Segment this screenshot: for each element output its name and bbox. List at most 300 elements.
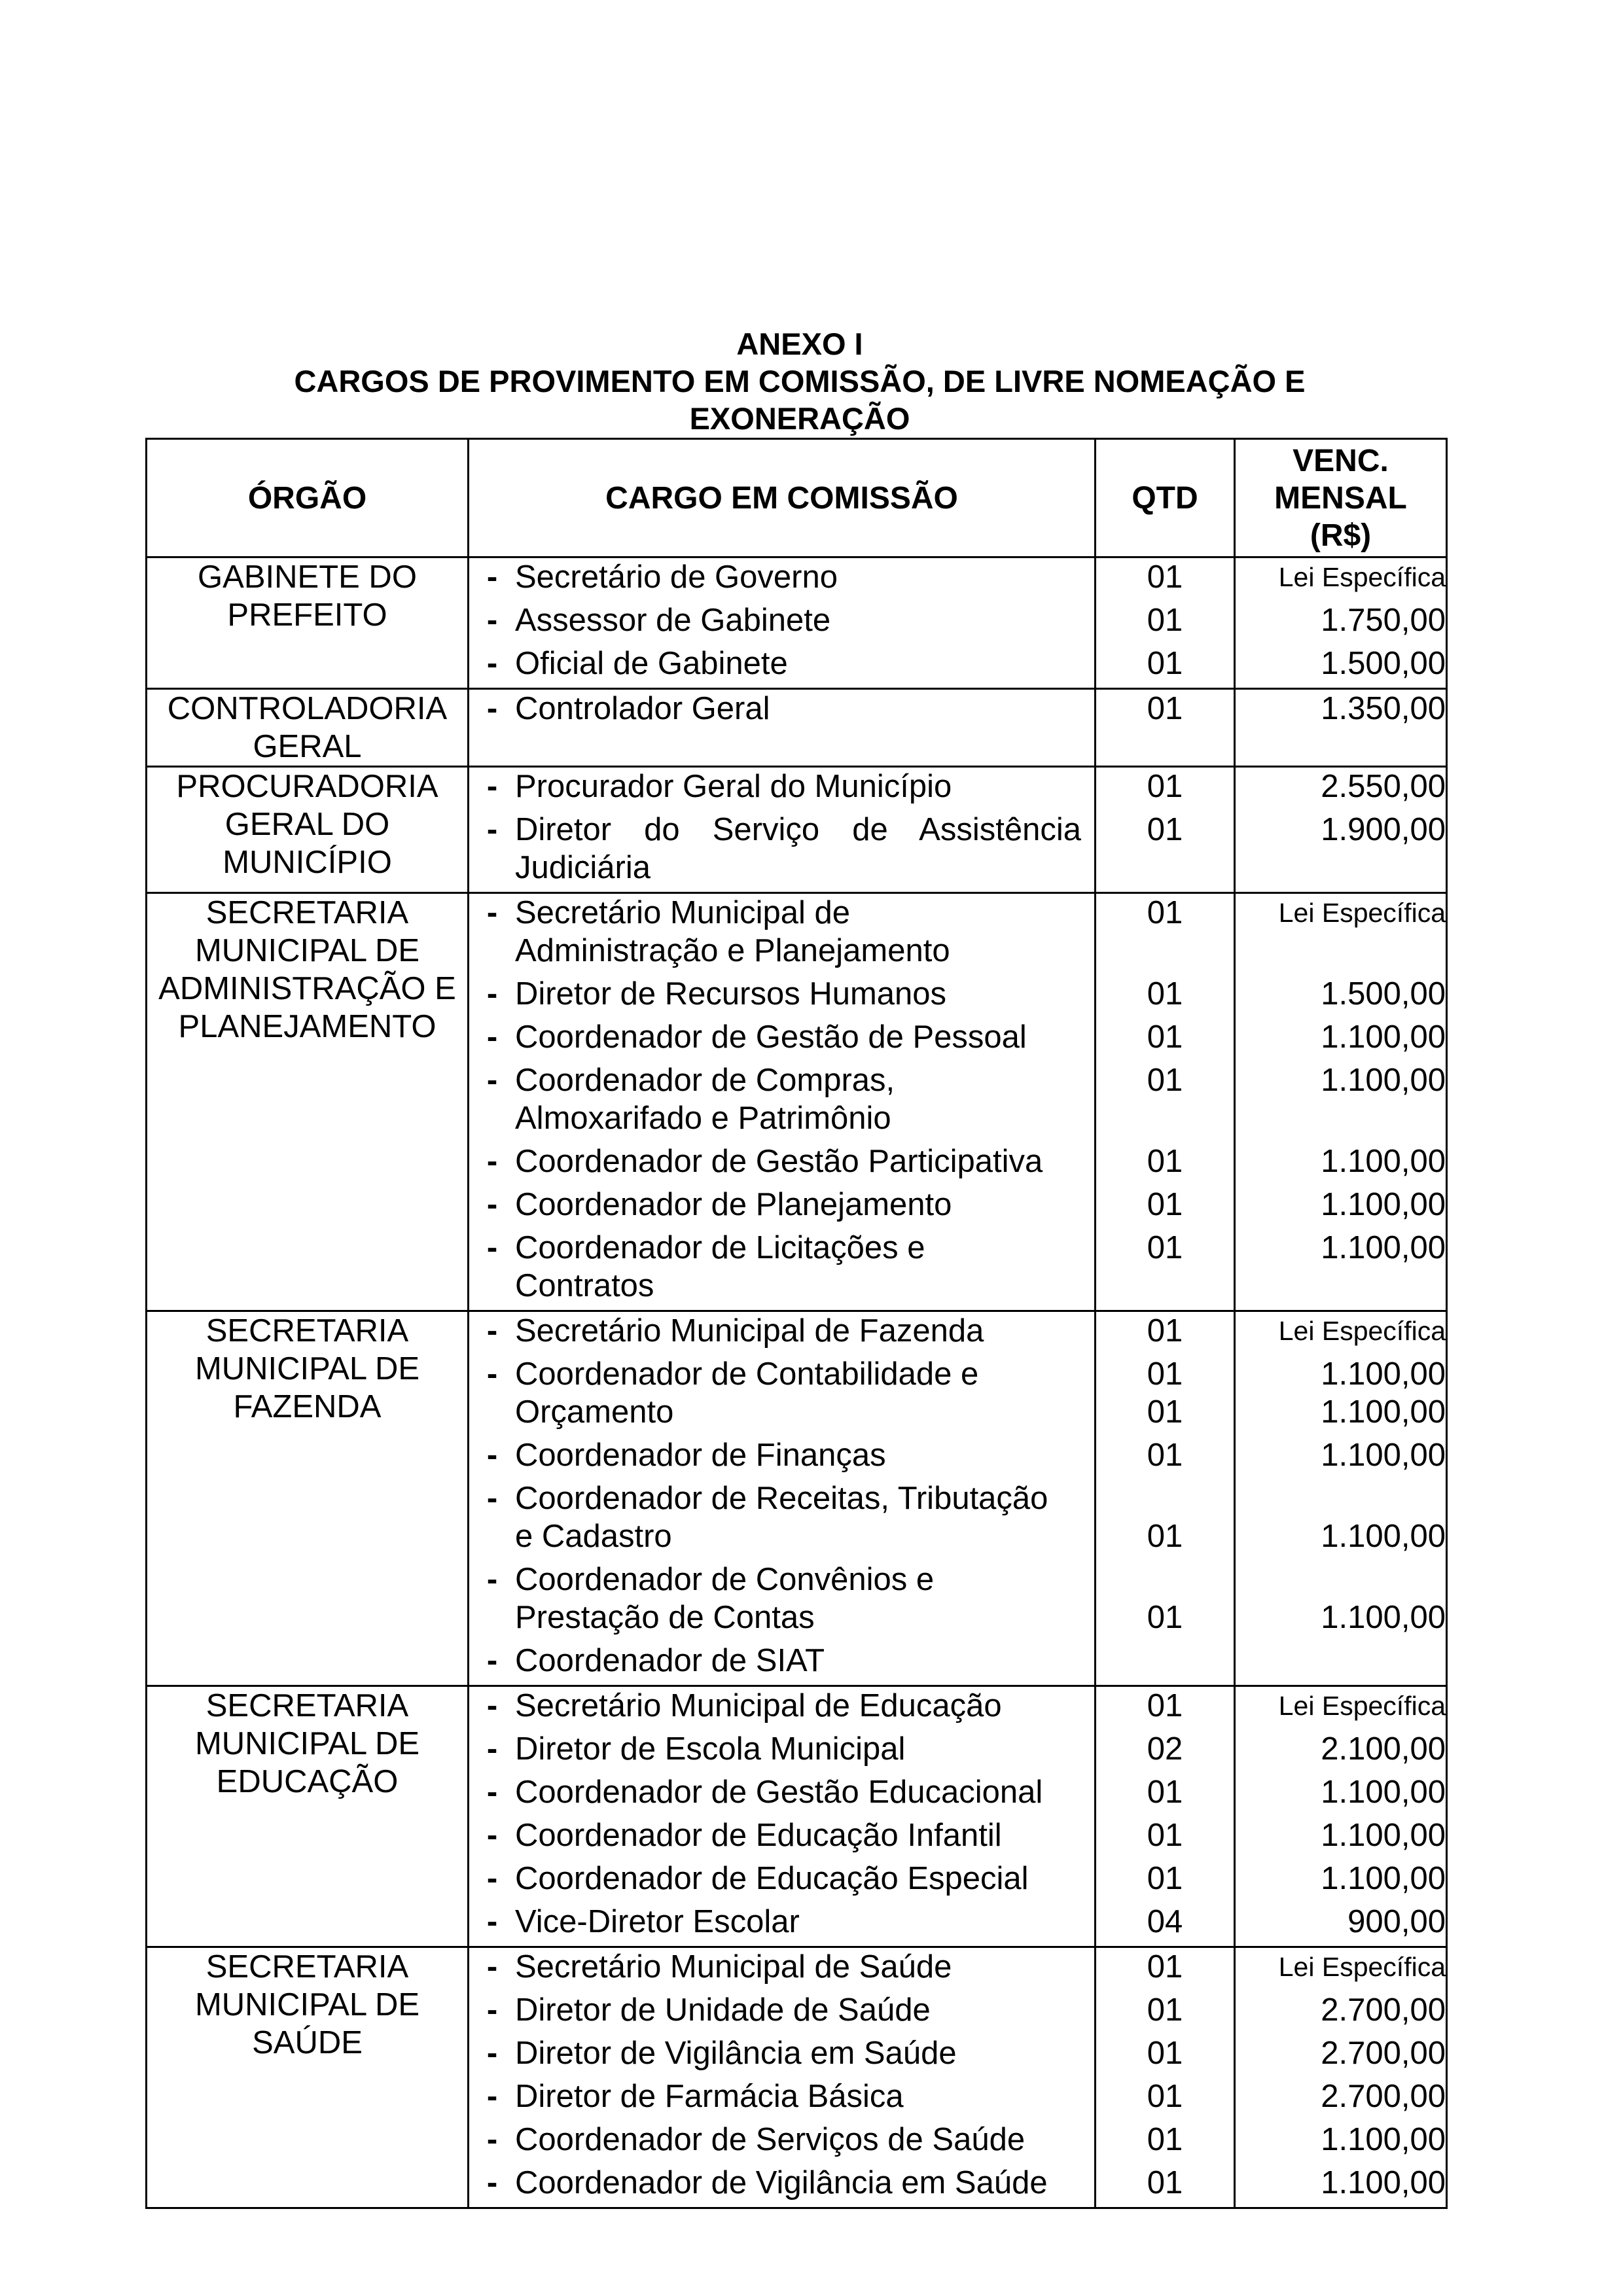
venc-value — [1236, 1142, 1446, 1186]
venc-cell — [1235, 557, 1447, 689]
list-dash: - — [486, 976, 498, 1012]
qtd-text: 01 — [1147, 2079, 1183, 2114]
venc-value — [1236, 2121, 1446, 2164]
qtd-text: 01 — [1147, 646, 1183, 681]
qtd-value — [1096, 2164, 1234, 2207]
qtd-text: 01 — [1147, 1818, 1183, 1853]
venc-value — [1236, 1903, 1446, 1946]
list-dash: - — [486, 1688, 498, 1723]
list-dash: - — [486, 603, 498, 638]
cargo-text — [515, 1436, 1094, 1474]
cargo-text — [515, 1561, 1094, 1636]
list-dash: - — [486, 2122, 498, 2157]
venc-value — [1236, 1816, 1446, 1860]
list-dash: - — [486, 1861, 498, 1896]
venc-value — [1236, 1642, 1446, 1685]
cargo-name: Coordenador de Gestão de Pessoal — [515, 1019, 1027, 1055]
qtd-value — [1096, 811, 1234, 892]
qtd-text: 01 — [1147, 1949, 1183, 1985]
list-dash: - — [486, 769, 498, 804]
qtd-value — [1096, 1229, 1234, 1310]
cargo-cell — [469, 893, 1096, 1311]
orgao-cell — [147, 1311, 469, 1686]
venc-text: 1.100,00 — [1321, 2165, 1446, 2200]
table-header-row — [147, 439, 1447, 557]
venc-text: 1.100,00 — [1321, 2122, 1446, 2157]
cargo-name: Diretor de Escola Municipal — [515, 1731, 906, 1767]
list-dash: - — [486, 812, 498, 847]
list-dash: - — [486, 1063, 498, 1098]
venc-text-second: 1.100,00 — [1321, 1600, 1446, 1635]
qtd-text — [1096, 1642, 1234, 1680]
venc-value — [1236, 1436, 1446, 1479]
venc-text: 900,00 — [1347, 1904, 1446, 1939]
qtd-cell — [1096, 1947, 1235, 2208]
qtd-text: 01 — [1147, 1775, 1183, 1810]
cargo-item — [469, 558, 1094, 601]
qtd-text: 01 — [1147, 2036, 1183, 2071]
cargo-name: Coordenador de SIAT — [515, 1643, 825, 1678]
cargo-text — [515, 558, 1094, 596]
qtd-value — [1096, 2034, 1234, 2077]
cargo-name-continued: e Cadastro — [515, 1519, 672, 1554]
venc-value — [1236, 1860, 1446, 1903]
table-row — [147, 893, 1447, 1311]
qtd-text: 01 — [1147, 812, 1183, 847]
cargo-item — [469, 1687, 1094, 1730]
cargo-item — [469, 1991, 1094, 2034]
table-row — [147, 557, 1447, 689]
cargo-item — [469, 2034, 1094, 2077]
venc-value — [1236, 690, 1446, 733]
qtd-text: 01 — [1147, 895, 1183, 930]
cargo-name: Coordenador de Finanças — [515, 1438, 886, 1473]
list-dash: - — [486, 2036, 498, 2071]
venc-value — [1236, 2164, 1446, 2207]
venc-text: 2.700,00 — [1321, 2079, 1446, 2114]
qtd-text: 04 — [1147, 1904, 1183, 1939]
cargo-text — [515, 2077, 1094, 2115]
cargo-name: Secretário Municipal de Educação — [515, 1688, 1002, 1723]
cargo-name: Assessor de Gabinete — [515, 603, 831, 638]
cargo-name: Secretário Municipal de Saúde — [515, 1949, 952, 1985]
list-dash: - — [486, 1356, 498, 1392]
cargo-item — [469, 1436, 1094, 1479]
venc-text: 1.100,00 — [1321, 1063, 1446, 1098]
qtd-text-second: 01 — [1147, 1519, 1183, 1554]
qtd-value — [1096, 1561, 1234, 1642]
venc-value — [1236, 975, 1446, 1018]
cargo-text — [515, 1903, 1094, 1941]
venc-text: 1.100,00 — [1321, 1019, 1446, 1055]
cargo-text — [515, 1816, 1094, 1854]
cargo-item — [469, 601, 1094, 645]
table-row — [147, 1311, 1447, 1686]
cargo-text — [515, 2034, 1094, 2072]
qtd-cell — [1096, 1686, 1235, 1947]
orgao-label: SECRETARIA MUNICIPAL DE ADMINISTRAÇÃO E PLANEJAMENTO — [158, 895, 456, 1044]
list-dash: - — [486, 1904, 498, 1939]
header-cargo: CARGO EM COMISSÃO — [469, 439, 1096, 557]
list-dash: - — [486, 1992, 498, 2028]
venc-value — [1236, 1773, 1446, 1816]
venc-text: 1.750,00 — [1321, 603, 1446, 638]
cargo-cell — [469, 767, 1096, 893]
cargo-name: Coordenador de Compras, — [515, 1063, 895, 1098]
cargo-text — [515, 601, 1094, 639]
cargo-item — [469, 1561, 1094, 1642]
venc-value — [1236, 645, 1446, 688]
venc-value — [1236, 1312, 1446, 1355]
cargo-item — [469, 2164, 1094, 2207]
cargo-item — [469, 768, 1094, 811]
cargo-name-continued: Contratos — [515, 1268, 654, 1303]
cargo-text — [515, 1229, 1094, 1305]
list-dash: - — [486, 1313, 498, 1349]
venc-value — [1236, 2034, 1446, 2077]
cargo-item — [469, 1773, 1094, 1816]
cargo-name: Coordenador de Serviços de Saúde — [515, 2122, 1026, 2157]
orgao-cell — [147, 767, 469, 893]
cargo-item — [469, 1355, 1094, 1436]
venc-text: 1.100,00 — [1321, 1818, 1446, 1853]
qtd-cell — [1096, 1311, 1235, 1686]
venc-text: Lei Específica — [1278, 898, 1446, 928]
qtd-text: 01 — [1147, 1187, 1183, 1222]
cargo-text — [515, 811, 1094, 887]
qtd-text: 02 — [1147, 1731, 1183, 1767]
cargo-name: Diretor de Unidade de Saúde — [515, 1992, 931, 2028]
cargo-text — [515, 1773, 1094, 1811]
cargo-cell — [469, 1686, 1096, 1947]
orgao-label: GABINETE DO PREFEITO — [198, 559, 417, 633]
venc-value — [1236, 768, 1446, 811]
cargo-name: Diretor do Serviço de Assistência — [515, 812, 1081, 847]
qtd-text-second: 01 — [1147, 1600, 1183, 1635]
cargo-item — [469, 2121, 1094, 2164]
list-dash: - — [486, 1562, 498, 1597]
cargo-text — [515, 1355, 1094, 1431]
venc-value — [1236, 1355, 1446, 1436]
venc-text-second: 1.100,00 — [1321, 1394, 1446, 1430]
cargo-text — [515, 1687, 1094, 1725]
qtd-value — [1096, 601, 1234, 645]
venc-text: 2.550,00 — [1321, 769, 1446, 804]
cargo-text — [515, 1142, 1094, 1180]
table-body — [147, 557, 1447, 2208]
cargo-text — [515, 2164, 1094, 2202]
cargo-name: Coordenador de Contabilidade e — [515, 1356, 979, 1392]
venc-text — [1236, 1479, 1446, 1517]
venc-text: 1.100,00 — [1321, 1144, 1446, 1179]
venc-value — [1236, 1730, 1446, 1773]
cargo-name: Oficial de Gabinete — [515, 646, 788, 681]
venc-text: 1.900,00 — [1321, 812, 1446, 847]
venc-text — [1236, 1642, 1446, 1680]
cargo-text — [515, 1186, 1094, 1224]
venc-text: 1.500,00 — [1321, 976, 1446, 1012]
annex-title: ANEXO I — [736, 327, 863, 361]
qtd-value — [1096, 1018, 1234, 1061]
cargo-cell — [469, 557, 1096, 689]
qtd-text: 01 — [1147, 1230, 1183, 1265]
qtd-value — [1096, 1479, 1234, 1561]
venc-value — [1236, 1061, 1446, 1142]
venc-cell — [1235, 689, 1447, 767]
list-dash: - — [486, 1818, 498, 1853]
cargo-name-continued: Administração e Planejamento — [515, 933, 950, 968]
orgao-label: SECRETARIA MUNICIPAL DE FAZENDA — [194, 1313, 420, 1424]
cargo-name: Coordenador de Educação Especial — [515, 1861, 1029, 1896]
qtd-value — [1096, 2121, 1234, 2164]
venc-cell — [1235, 1311, 1447, 1686]
cargo-text — [515, 1018, 1094, 1056]
qtd-value — [1096, 1816, 1234, 1860]
cargo-text — [515, 1991, 1094, 2029]
venc-text: 2.700,00 — [1321, 2036, 1446, 2071]
cargo-name: Secretário Municipal de — [515, 895, 851, 930]
list-dash: - — [486, 1230, 498, 1265]
venc-cell — [1235, 1686, 1447, 1947]
cargo-name-continued: Judiciária — [515, 850, 651, 885]
venc-value — [1236, 558, 1446, 601]
venc-value — [1236, 1687, 1446, 1730]
document-heading — [145, 325, 1454, 437]
venc-text: Lei Específica — [1278, 1691, 1446, 1721]
cargo-text — [515, 894, 1094, 970]
qtd-value — [1096, 558, 1234, 601]
cargo-name: Coordenador de Vigilância em Saúde — [515, 2165, 1048, 2200]
cargo-name: Coordenador de Gestão Educacional — [515, 1775, 1043, 1810]
venc-text: Lei Específica — [1278, 1952, 1446, 1982]
cargo-text — [515, 2121, 1094, 2159]
table-row — [147, 689, 1447, 767]
cargo-text — [515, 1642, 1094, 1680]
orgao-cell — [147, 557, 469, 689]
list-dash: - — [486, 2165, 498, 2200]
venc-value — [1236, 1229, 1446, 1310]
venc-text: Lei Específica — [1278, 1316, 1446, 1346]
qtd-value — [1096, 1061, 1234, 1142]
venc-value — [1236, 2077, 1446, 2121]
qtd-value — [1096, 1687, 1234, 1730]
annex-subtitle-line1: CARGOS DE PROVIMENTO EM COMISSÃO, DE LIVRE NOMEAÇÃO E — [294, 364, 1306, 398]
list-dash: - — [486, 1019, 498, 1055]
list-dash: - — [486, 1481, 498, 1516]
header-venc-text: VENC. MENSAL (R$) — [1274, 443, 1407, 553]
cargo-name: Controlador Geral — [515, 691, 770, 726]
qtd-text: 01 — [1147, 976, 1183, 1012]
venc-text: 1.500,00 — [1321, 646, 1446, 681]
orgao-cell — [147, 893, 469, 1311]
cargo-item — [469, 1018, 1094, 1061]
venc-text: 1.100,00 — [1321, 1775, 1446, 1810]
qtd-text: 01 — [1147, 1861, 1183, 1896]
venc-text: 1.100,00 — [1321, 1187, 1446, 1222]
qtd-text: 01 — [1147, 559, 1183, 595]
venc-text: 1.100,00 — [1321, 1230, 1446, 1265]
table-row — [147, 1947, 1447, 2208]
cargo-text — [515, 645, 1094, 682]
qtd-value — [1096, 1312, 1234, 1355]
qtd-value — [1096, 1991, 1234, 2034]
cargo-text — [515, 768, 1094, 805]
cargo-cell — [469, 1947, 1096, 2208]
venc-value — [1236, 601, 1446, 645]
venc-text: 2.700,00 — [1321, 1992, 1446, 2028]
cargo-text — [515, 975, 1094, 1013]
cargo-item — [469, 2077, 1094, 2121]
cargo-item — [469, 1860, 1094, 1903]
qtd-text: 01 — [1147, 769, 1183, 804]
table-row — [147, 1686, 1447, 1947]
qtd-text — [1096, 1561, 1234, 1598]
venc-text: 1.350,00 — [1321, 691, 1446, 726]
venc-value — [1236, 1018, 1446, 1061]
cargo-name: Diretor de Recursos Humanos — [515, 976, 947, 1012]
cargo-name: Vice-Diretor Escolar — [515, 1904, 800, 1939]
qtd-text: 01 — [1147, 691, 1183, 726]
cargo-name: Coordenador de Licitações e — [515, 1230, 925, 1265]
list-dash: - — [486, 2079, 498, 2114]
cargo-item — [469, 1816, 1094, 1860]
venc-text: 1.100,00 — [1321, 1356, 1446, 1392]
cargo-item — [469, 811, 1094, 892]
cargo-item — [469, 1229, 1094, 1310]
venc-value — [1236, 1186, 1446, 1229]
qtd-value — [1096, 975, 1234, 1018]
cargo-item — [469, 975, 1094, 1018]
venc-cell — [1235, 767, 1447, 893]
cargo-name: Coordenador de Gestão Participativa — [515, 1144, 1043, 1179]
venc-text — [1236, 1561, 1446, 1598]
cargo-name-continued: Orçamento — [515, 1394, 674, 1430]
list-dash: - — [486, 1187, 498, 1222]
qtd-value — [1096, 1142, 1234, 1186]
list-dash: - — [486, 559, 498, 595]
cargo-item — [469, 1642, 1094, 1685]
qtd-value — [1096, 1948, 1234, 1991]
cargo-text — [515, 1061, 1094, 1137]
cargo-name: Coordenador de Planejamento — [515, 1187, 952, 1222]
cargo-text — [515, 1312, 1094, 1350]
qtd-cell — [1096, 767, 1235, 893]
cargo-name: Coordenador de Educação Infantil — [515, 1818, 1002, 1853]
qtd-text: 01 — [1147, 1356, 1183, 1392]
cargo-name: Secretário de Governo — [515, 559, 838, 595]
venc-value — [1236, 1991, 1446, 2034]
venc-value — [1236, 811, 1446, 892]
cargo-text — [515, 1730, 1094, 1768]
qtd-text: 01 — [1147, 2165, 1183, 2200]
qtd-text: 01 — [1147, 1313, 1183, 1349]
list-dash: - — [486, 1144, 498, 1179]
venc-value — [1236, 1479, 1446, 1561]
list-dash: - — [486, 1949, 498, 1985]
list-dash: - — [486, 1643, 498, 1678]
cargo-cell — [469, 689, 1096, 767]
orgao-cell — [147, 689, 469, 767]
cargo-item — [469, 690, 1094, 733]
qtd-text: 01 — [1147, 1063, 1183, 1098]
list-dash: - — [486, 646, 498, 681]
list-dash: - — [486, 1438, 498, 1473]
cargo-text — [515, 1860, 1094, 1898]
header-qtd: QTD — [1096, 439, 1235, 557]
cargo-text — [515, 1479, 1094, 1555]
qtd-value — [1096, 645, 1234, 688]
qtd-value — [1096, 894, 1234, 975]
header-orgao: ÓRGÃO — [147, 439, 469, 557]
qtd-value — [1096, 690, 1234, 733]
venc-text: 2.100,00 — [1321, 1731, 1446, 1767]
cargo-item — [469, 1061, 1094, 1142]
qtd-text: 01 — [1147, 1688, 1183, 1723]
cargo-cell — [469, 1311, 1096, 1686]
orgao-cell — [147, 1686, 469, 1947]
venc-cell — [1235, 1947, 1447, 2208]
cargo-name: Procurador Geral do Município — [515, 769, 952, 804]
qtd-value — [1096, 1860, 1234, 1903]
annex-subtitle-line2: EXONERAÇÃO — [689, 401, 910, 436]
cargo-item — [469, 1903, 1094, 1946]
cargo-item — [469, 1479, 1094, 1561]
orgao-label: SECRETARIA MUNICIPAL DE EDUCAÇÃO — [194, 1688, 420, 1799]
qtd-text — [1096, 1479, 1234, 1517]
qtd-text: 01 — [1147, 1144, 1183, 1179]
list-dash: - — [486, 895, 498, 930]
qtd-cell — [1096, 893, 1235, 1311]
qtd-text-second: 01 — [1147, 1394, 1183, 1430]
qtd-value — [1096, 1903, 1234, 1946]
venc-value — [1236, 894, 1446, 975]
cargo-item — [469, 645, 1094, 688]
venc-text: 1.100,00 — [1321, 1438, 1446, 1473]
cargo-name-continued: Prestação de Contas — [515, 1600, 815, 1635]
qtd-cell — [1096, 689, 1235, 767]
cargo-item — [469, 1730, 1094, 1773]
venc-text-second: 1.100,00 — [1321, 1519, 1446, 1554]
cargo-name: Secretário Municipal de Fazenda — [515, 1313, 984, 1349]
qtd-text: 01 — [1147, 2122, 1183, 2157]
qtd-value — [1096, 768, 1234, 811]
venc-value — [1236, 1561, 1446, 1642]
cargo-item — [469, 894, 1094, 975]
qtd-value — [1096, 1730, 1234, 1773]
orgao-label: SECRETARIA MUNICIPAL DE SAÚDE — [194, 1949, 420, 2060]
venc-cell — [1235, 893, 1447, 1311]
venc-text: Lei Específica — [1278, 562, 1446, 592]
orgao-label: CONTROLADORIA GERAL — [167, 691, 448, 764]
cargo-name: Diretor de Vigilância em Saúde — [515, 2036, 957, 2071]
positions-table — [145, 438, 1448, 2209]
qtd-value — [1096, 1355, 1234, 1436]
cargo-name: Coordenador de Receitas, Tributação — [515, 1481, 1048, 1516]
qtd-text: 01 — [1147, 1438, 1183, 1473]
venc-text: 1.100,00 — [1321, 1861, 1446, 1896]
cargo-item — [469, 1142, 1094, 1186]
orgao-cell — [147, 1947, 469, 2208]
cargo-name-continued: Almoxarifado e Patrimônio — [515, 1101, 891, 1136]
venc-value — [1236, 1948, 1446, 1991]
cargo-item — [469, 1948, 1094, 1991]
cargo-item — [469, 1186, 1094, 1229]
cargo-item — [469, 1312, 1094, 1355]
qtd-value — [1096, 2077, 1234, 2121]
qtd-text: 01 — [1147, 1019, 1183, 1055]
list-dash: - — [486, 691, 498, 726]
qtd-text: 01 — [1147, 1992, 1183, 2028]
